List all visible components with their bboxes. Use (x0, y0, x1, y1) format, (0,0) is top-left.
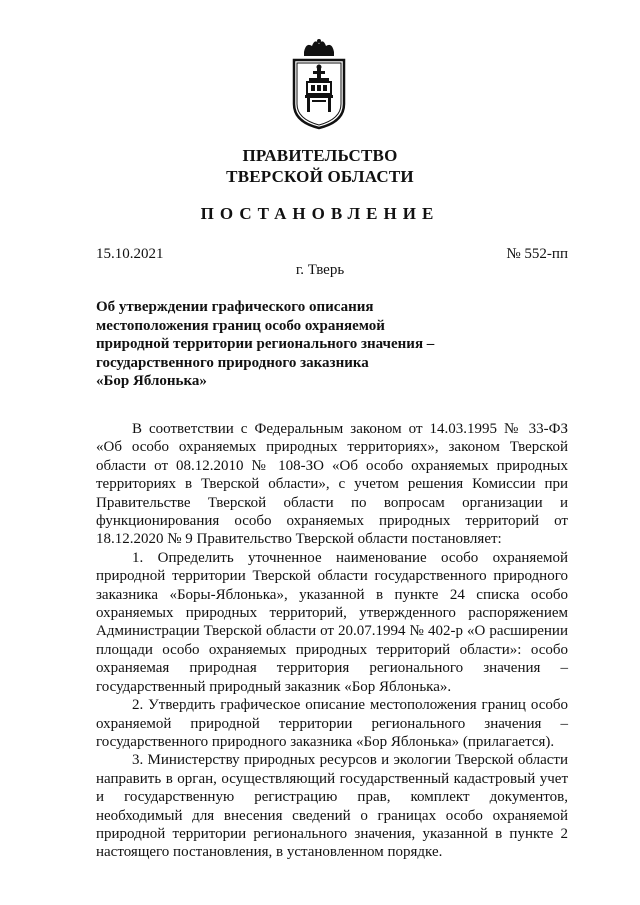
organization-name-line1: ПРАВИТЕЛЬСТВО (242, 146, 398, 165)
document-city: г. Тверь (295, 262, 345, 278)
title-line: Об утверждении графического описания (96, 299, 374, 315)
clause-paragraph-2: 2. Утвердить графическое описание местоположения границ особо охраняемой природной территории регионального значения – государственного природного заказника «Бор Яблонька» (прилагается). (96, 697, 568, 750)
document-number: № 552-пп (506, 246, 568, 262)
title-line: местоположения границ особо охраняемой (96, 317, 385, 334)
coat-of-arms-icon (290, 38, 348, 130)
clause-paragraph-3: 3. Министерству природных ресурсов и экологии Тверской области направить в орган, осуществляющий государственный кадастровый учет и государственную регистрацию прав, комплект документов, необходимый для внесения сведений о границах особо охраняемой природной территории регионального значения, указанной в пункте 2 настоящего постановления, в установленном порядке. (96, 752, 568, 861)
preamble-paragraph: В соответствии с Федеральным законом от 14.03.1995 № 33-ФЗ «Об особо охраняемых природных территориях», законом Тверской области от 08.12.2010 № 108-ЗО «Об особо охраняемых природных территориях в Тверской области», с учетом решения Комиссии при Правительстве Тверской области по вопросам организации и функционирования особо охраняемых природных территорий от 18.12.2020 № 9 Правительство Тверской области постановляет: (96, 421, 568, 548)
document-date: 15.10.2021 (96, 246, 164, 262)
organization-name-line2: ТВЕРСКОЙ ОБЛАСТИ (226, 167, 414, 186)
title-line: «Бор Яблонька» (96, 373, 207, 389)
title-line: государственного природного заказника (96, 354, 369, 371)
document-type: ПОСТАНОВЛЕНИЕ (200, 204, 440, 223)
document-body (96, 420, 568, 862)
document-title (96, 298, 436, 391)
clause-paragraph-1: 1. Определить уточненное наименование особо охраняемой природной территории Тверской области государственного природного заказника «Боры-Яблонька», указанной в пункте 24 списка особо охраняемых природных территорий, утвержденного распоряжением Администрации Тверской области от 20.07.1994 № 402-р «О расширении площади особо охраняемых природных территорий области»: особо охраняемая природная территория регионального значения – государственный природный заказник «Бор Яблонька». (96, 549, 568, 695)
title-line: природной территории регионального значения – (96, 336, 435, 352)
